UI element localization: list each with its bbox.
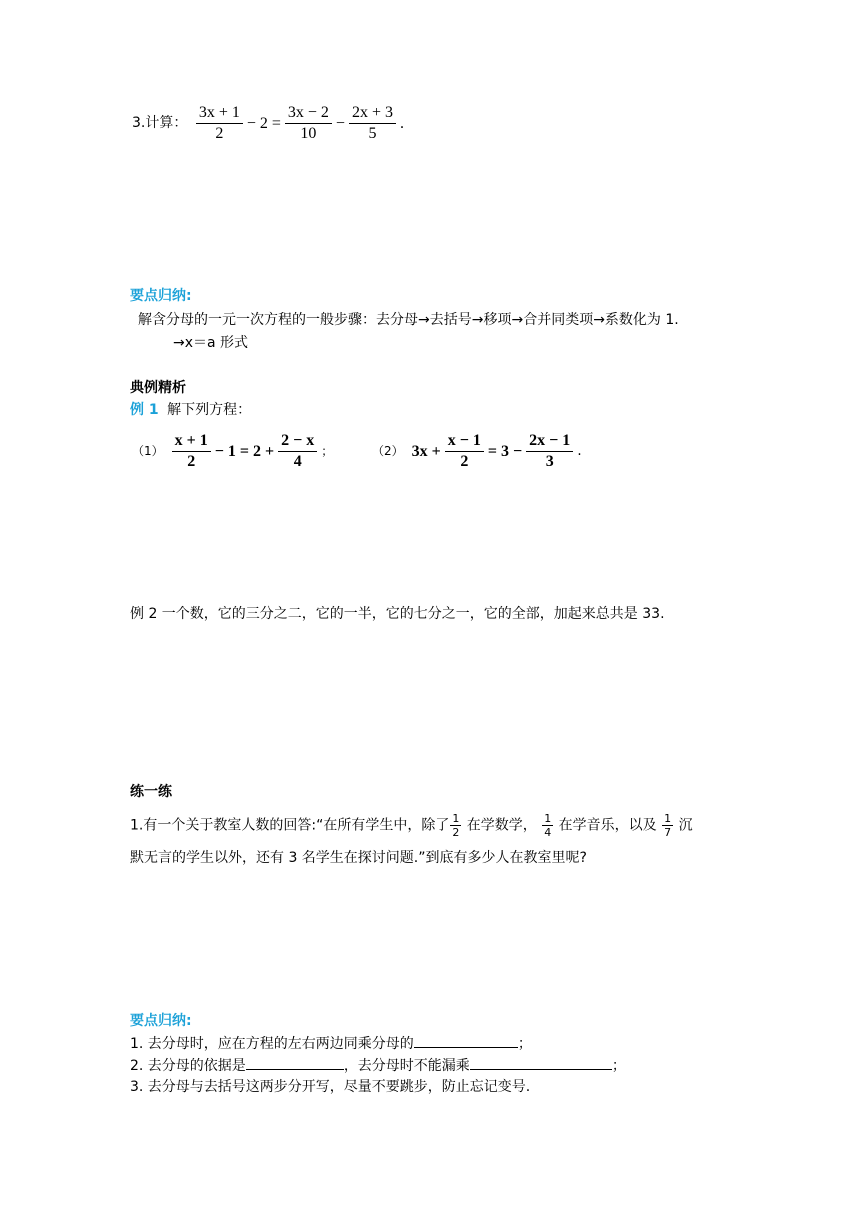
answer-blank[interactable] (246, 1055, 344, 1070)
fraction: $\frac{1}{4}$ (544, 812, 552, 839)
example-1-intro (130, 401, 251, 419)
equation-1: （1） $\frac{x + 1}{2}$ − 1 = 2 + $\frac{2 - x}{4}$ ； (132, 432, 334, 470)
equation-2: （2） 3x + $\frac{x - 1}{2}$ = 3 − $\frac{2x - 1}{3}$ . (372, 432, 582, 470)
fraction: $\frac{2x - 1}{3}$ (526, 431, 573, 472)
practice-question-line-1: 1.有一个关于教室人数的回答:“在所有学生中，除了 $\frac{1}{2}$ 在学数学， $\frac{1}{4}$ 在学音乐，以及 $\frac{1}{7}$ 沉 (130, 812, 693, 839)
fraction: $\frac{1}{7}$ (664, 812, 672, 839)
fraction: $\frac{3x + 1}{2}$ (196, 103, 243, 144)
summary-line: →x＝a 形式 (173, 335, 249, 351)
example-text: 解下列方程： (167, 402, 252, 418)
section-heading: 练一练 (130, 784, 172, 800)
q3-label: 3.计算： (132, 115, 188, 132)
practice-question-line-2: 默无言的学生以外，还有 3 名学生在探讨问题.”到底有多少人在教室里呢? (130, 850, 587, 866)
fraction: $\frac{2 - x}{4}$ (278, 431, 317, 472)
summary-item-3: 3. 去分母与去括号这两步分开写，尽量不要跳步，防止忘记变号. (130, 1079, 531, 1095)
summary-heading: 要点归纳: (130, 288, 192, 304)
example-2: 例 2 一个数，它的三分之二，它的一半，它的七分之一，它的全部，加起来总共是 33. (130, 606, 665, 622)
fraction: $\frac{2x + 3}{5}$ (349, 103, 396, 144)
example-label: 例 1 (130, 402, 159, 418)
fraction: $\frac{x + 1}{2}$ (172, 431, 211, 472)
section-heading: 典例精析 (130, 380, 186, 396)
fraction: $\frac{x - 1}{2}$ (445, 431, 484, 472)
answer-blank[interactable] (414, 1033, 518, 1048)
q3-equation: $\frac{3x + 1}{2}$ − 2 = $\frac{3x - 2}{10}$ − $\frac{2x + 3}{5}$ . (194, 114, 406, 131)
question-3 (130, 103, 406, 144)
summary-item-1: 1. 去分母时，应在方程的左右两边同乘分母的 ； (130, 1033, 532, 1053)
summary-item-2: 2. 去分母的依据是 ，去分母时不能漏乘 ； (130, 1055, 626, 1075)
answer-blank[interactable] (470, 1055, 612, 1070)
summary-heading: 要点归纳: (130, 1013, 192, 1029)
fraction: $\frac{1}{2}$ (452, 812, 460, 839)
fraction: $\frac{3x - 2}{10}$ (285, 103, 332, 144)
summary-line: 解含分母的一元一次方程的一般步骤：去分母→去括号→移项→合并同类项→系数化为 1. (138, 312, 679, 328)
